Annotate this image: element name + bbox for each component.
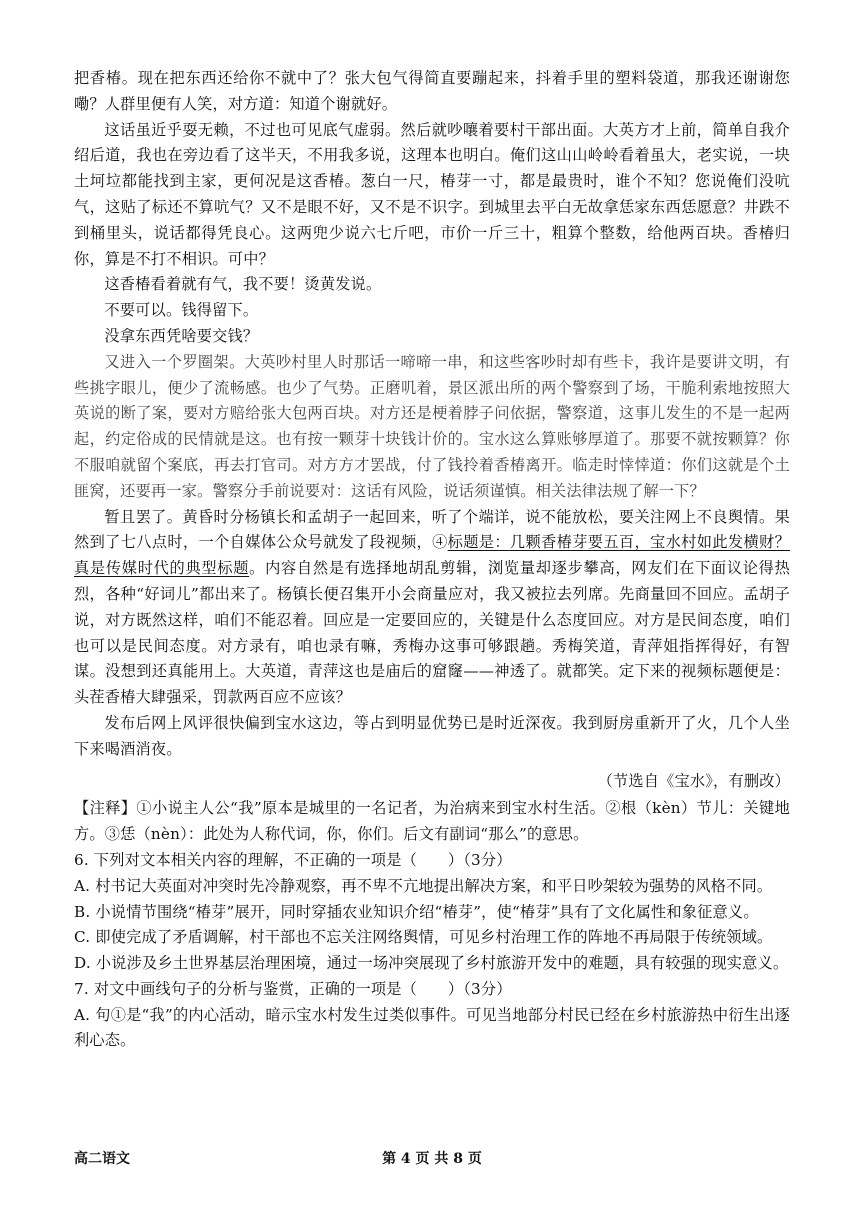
- question-7-stem: 7. 对文中画线句子的分析与鉴赏，正确的一项是（ ）（3分）: [74, 979, 512, 998]
- source-citation: （节选自《宝水》，有删改）: [597, 771, 790, 790]
- passage-paragraph-5: 没拿东西凭啥要交钱？: [104, 326, 259, 345]
- paragraph-7-start: 暂且罢了。黄昏时分杨镇长和孟胡子一起回来，听了个端详，说不能放松，要关注网上不良舆情。果然到了七八点时，一个自媒体公众号就发了段视频，④: [74, 507, 790, 552]
- passage-paragraph-7: [74, 505, 790, 711]
- annotation-note: 【注释】①小说主人公“我”原本是城里的一名记者，为治病来到宝水村生活。②根（kèn）节儿：关键地方。③恁（nèn）：此处为人称代词，你，你们。后文有副词“那么”的意思。: [74, 799, 790, 844]
- question-6-option-c: C. 即使完成了矛盾调解，村干部也不忘关注网络舆情，可见乡村治理工作的阵地不再局限于传统领域。: [74, 928, 773, 947]
- passage-paragraph-3: 这香椿看着就有气，我不要！烫黄发说。: [104, 275, 382, 294]
- passage-paragraph-2: 这话虽近乎耍无赖，不过也可见底气虚弱。然后就吵嚷着要村干部出面。大英方才上前，简单自我介绍后道，我也在旁边看了这半天，不用我多说，这理本也明白。俺们这山山岭岭看着虽大，老实说，一块土坷垃都能找到主家，更何况是这香椿。葱白一尺，椿芽一寸，都是最贵时，谁个不知？您说俺们没吭气，这贴了标还不算吭气？又不是眼不好，又不是不识字。到城里去平白无故拿恁家东西恁愿意？井跌不到桶里头，说话都得凭良心。这两兜少说六七斤吧，市价一斤三十，粗算个整数，给他两百块。香椿归你，算是不打不相识。可中？: [74, 120, 790, 268]
- question-6-option-a: A. 村书记大英面对冲突时先冷静观察，再不卑不亢地提出解决方案，和平日吵架较为强势的风格不同。: [74, 876, 773, 895]
- underlined-sentence-4: 标题是：几颗香椿芽要五百，宝水村如此发横财？真是传媒时代的典型标题: [74, 533, 790, 578]
- question-6-option-d: D. 小说涉及乡土世界基层治理困境，通过一场冲突展现了乡村旅游开发中的难题，具有较强的现实意义。: [74, 954, 789, 973]
- passage-paragraph-4: 不要可以。钱得留下。: [104, 301, 259, 320]
- page-footer: [74, 1148, 790, 1168]
- footer-subject: 高二语文: [74, 1151, 130, 1167]
- footer-page-number: 第 4 页 共 8 页: [382, 1151, 482, 1167]
- question-7-option-a: A. 句①是“我”的内心活动，暗示宝水村发生过类似事件。可见当地部分村民已经在乡村旅游热中衍生出逐利心态。: [74, 1005, 790, 1050]
- passage-paragraph-8: 发布后网上风评很快偏到宝水这边，等占到明显优势已是时近深夜。我到厨房重新开了火，几个人坐下来喝酒消夜。: [74, 713, 790, 758]
- paragraph-7-end: 。内容自然是有选择地胡乱剪辑，浏览量却逐步攀高，网友们在下面议论得热烈，各种“好词儿”都出来了。杨镇长便召集开小会商量应对，我又被拉去列席。先商量回不回应。孟胡子说，对方既然这样，咱们不能忍着。回应是一定要回应的，关键是什么态度回应。对方是民间态度，咱们也可以是民间态度。对方录有，咱也录有嘛，秀梅办这事可够跟趟。秀梅笑道，青萍姐指挥得好，有智谋。没想到还真能用上。大英道，青萍这也是庙后的窟窿——神透了。就都笑。定下来的视频标题便是：头茬香椿大肆强采，罚款两百应不应该？: [74, 559, 790, 707]
- passage-paragraph-6: 又进入一个罗圈架。大英吵村里人时那话一啼啼一串，和这些客吵时却有些卡，我许是要讲文明，有些挑字眼儿，便少了流畅感。也少了气势。正磨叽着，景区派出所的两个警察到了场，干脆利索地按照大英说的断了案，要对方赔给张大包两百块。对方还是梗着脖子问依据，警察道，这事儿发生的不是一起两起，约定俗成的民情就是这。也有按一颗芽十块钱计价的。宝水这么算账够厚道了。那要不就按颗算？你不服咱就留个案底，再去打官司。对方方才罢战，付了钱拎着香椿离开。临走时悻悻道：你们这就是个土匪窝，还要再一家。警察分手前说要对：这话有风险，说话须谨慎。相关法律法规了解一下？: [74, 352, 790, 500]
- passage-paragraph-1: 把香椿。现在把东西还给你不就中了？张大包气得简直要蹦起来，抖着手里的塑料袋道，那我还谢谢您嘞？人群里便有人笑，对方道：知道个谢就好。: [74, 69, 790, 113]
- page-content: [74, 66, 790, 1054]
- question-6-stem: 6. 下列对文本相关内容的理解，不正确的一项是（ ）（3分）: [74, 850, 512, 869]
- question-6-option-b: B. 小说情节围绕“椿芽”展开，同时穿插农业知识介绍“椿芽”，使“椿芽”具有了文化属性和象征意义。: [74, 902, 759, 921]
